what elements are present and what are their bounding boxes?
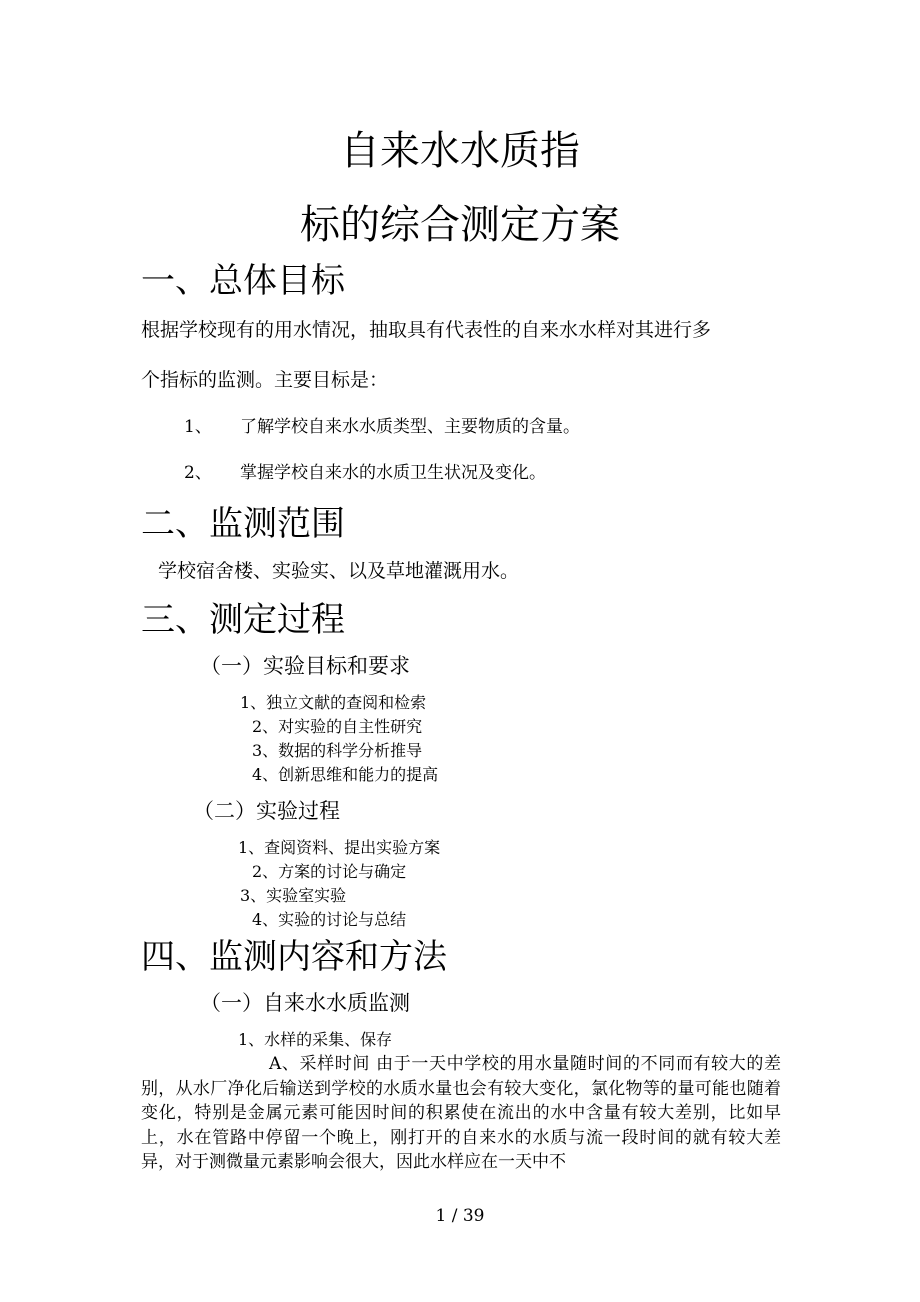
objective-item-2: 2、对实验的自主性研究 — [252, 717, 423, 736]
goals-intro-line1: 根据学校现有的用水情况，抽取具有代表性的自来水水样对其进行多 — [141, 319, 712, 341]
procedure-item-1: 1、查阅资料、提出实验方案 — [238, 838, 441, 857]
objective-item-4: 4、创新思维和能力的提高 — [252, 765, 439, 784]
scope-text: 学校宿舍楼、实验实、以及草地灌溉用水。 — [158, 560, 520, 582]
goal-item-text: 掌握学校自来水的水质卫生状况及变化。 — [240, 463, 546, 483]
sampling-paragraph — [141, 1052, 781, 1175]
goal-item-number: 2、 — [184, 463, 212, 483]
procedure-item-3: 3、实验室实验 — [240, 886, 347, 905]
document-title-line2: 标的综合测定方案 — [300, 202, 620, 248]
section-heading-methods: 四、监测内容和方法 — [141, 937, 447, 977]
section-heading-goals: 一、总体目标 — [141, 261, 345, 301]
goals-intro-line2: 个指标的监测。主要目标是： — [141, 369, 389, 391]
goal-item-text: 了解学校自来水水质类型、主要物质的含量。 — [240, 417, 580, 437]
section-heading-process: 三、测定过程 — [141, 600, 345, 640]
objective-item-3: 3、数据的科学分析推导 — [252, 741, 423, 760]
subsection-heading-water-quality: （一）自来水水质监测 — [200, 991, 410, 1015]
goal-item-number: 1、 — [184, 417, 212, 437]
goal-item-1 — [184, 415, 580, 439]
procedure-item-2: 2、方案的讨论与确定 — [252, 862, 407, 881]
objective-item-1: 1、独立文献的查阅和检索 — [240, 693, 427, 712]
subsection-heading-procedure: （二）实验过程 — [193, 799, 340, 823]
page-number: 1 / 39 — [435, 1206, 485, 1226]
sampling-paragraph-text: A、采样时间 由于一天中学校的用水量随时间的不同而有较大的差别，从水厂净化后输送到学校的水质水量也会有较大变化，氯化物等的量可能也随着变化，特别是金属元素可能因时间的积累使在流出的水中含量有较大差别，比如早上，水在管路中停留一个晚上，刚打开的自来水的水质与流一段时间的就有较大差异，对于测微量元素影响会很大，因此水样应在一天中不 — [141, 1054, 781, 1172]
method-item-1: 1、水样的采集、保存 — [238, 1030, 393, 1049]
document-title-line1: 自来水水质指 — [340, 128, 580, 174]
procedure-item-4: 4、实验的讨论与总结 — [252, 910, 407, 929]
subsection-heading-objectives: （一）实验目标和要求 — [200, 654, 410, 678]
goal-item-2 — [184, 461, 546, 485]
section-heading-scope: 二、监测范围 — [141, 504, 345, 544]
